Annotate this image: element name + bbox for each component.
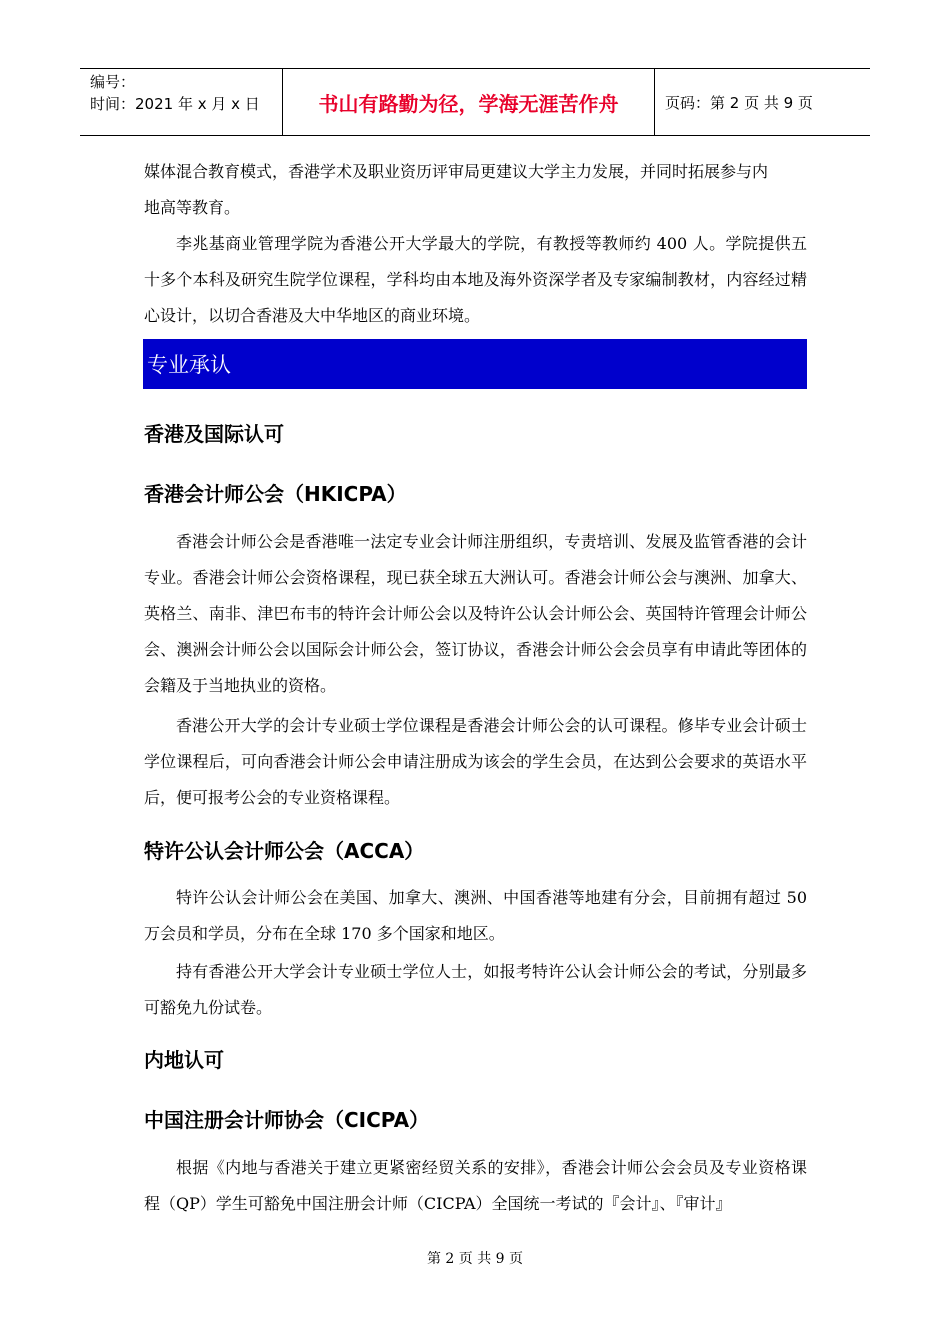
paragraph-1-line-1: 媒体混合教育模式，香港学术及职业资历评审局更建议大学主力发展，并同时拓展参与内 (144, 162, 769, 181)
heading-acca: 特许公认会计师公会（ACCA） (144, 839, 425, 863)
page-footer: 第 2 页 共 9 页 (426, 1251, 524, 1267)
heading-international-recognition: 香港及国际认可 (144, 422, 284, 446)
paragraph-1-line-2: 地高等教育。 (144, 198, 241, 217)
section-heading-bar (143, 339, 807, 389)
paragraph-2: 李兆基商业管理学院为香港公开大学最大的学院，有教授等教师约 400 人。学院提供五十多个本科及研究生院学位课程，学科均由本地及海外资深学者及专家编制教材，内容经过精心设计，以切合香港及大中华地区的商业环境。 (144, 234, 807, 325)
header-page-number: 页码：第 2 页 共 9 页 (665, 93, 813, 112)
header-motto: 书山有路勤为径，学海无涯苦作舟 (282, 69, 655, 135)
paragraph-acca-1: 特许公认会计师公会在美国、加拿大、澳洲、中国香港等地建有分会，目前拥有超过 50 万会员和学员，分布在全球 170 多个国家和地区。 (144, 888, 807, 943)
header-meta (80, 69, 282, 135)
paragraph-acca-2: 持有香港公开大学会计专业硕士学位人士，如报考特许公认会计师公会的考试，分别最多可豁免九份试卷。 (144, 962, 807, 1017)
paragraph-cicpa: 根据《内地与香港关于建立更紧密经贸关系的安排》，香港会计师公会会员及专业资格课程（QP）学生可豁免中国注册会计师（CICPA）全国统一考试的『会计』、『审计』 (144, 1158, 807, 1213)
section-title: 专业承认 (147, 353, 231, 377)
header-table (80, 68, 870, 136)
heading-cicpa: 中国注册会计师协会（CICPA） (144, 1108, 430, 1132)
paragraph-hkicpa-1: 香港会计师公会是香港唯一法定专业会计师注册组织，专责培训、发展及监管香港的会计专业。香港会计师公会资格课程，现已获全球五大洲认可。香港会计师公会与澳洲、加拿大、英格兰、南非、津巴布韦的特许会计师公会以及特许公认会计师公会、英国特许管理会计师公会、澳洲会计师公会以国际会计师公会，签订协议，香港会计师公会会员享有申请此等团体的会籍及于当地执业的资格。 (144, 532, 807, 695)
document-number-label: 编号： (90, 73, 136, 91)
heading-mainland-recognition: 内地认可 (144, 1048, 224, 1072)
heading-hkicpa: 香港会计师公会（HKICPA） (144, 482, 407, 506)
paragraph-hkicpa-2: 香港公开大学的会计专业硕士学位课程是香港会计师公会的认可课程。修毕专业会计硕士学位课程后，可向香港会计师公会申请注册成为该会的学生会员，在达到公会要求的英语水平后，便可报考公会的专业资格课程。 (144, 716, 807, 807)
document-date-label: 时间：2021 年 x 月 x 日 (90, 95, 260, 113)
